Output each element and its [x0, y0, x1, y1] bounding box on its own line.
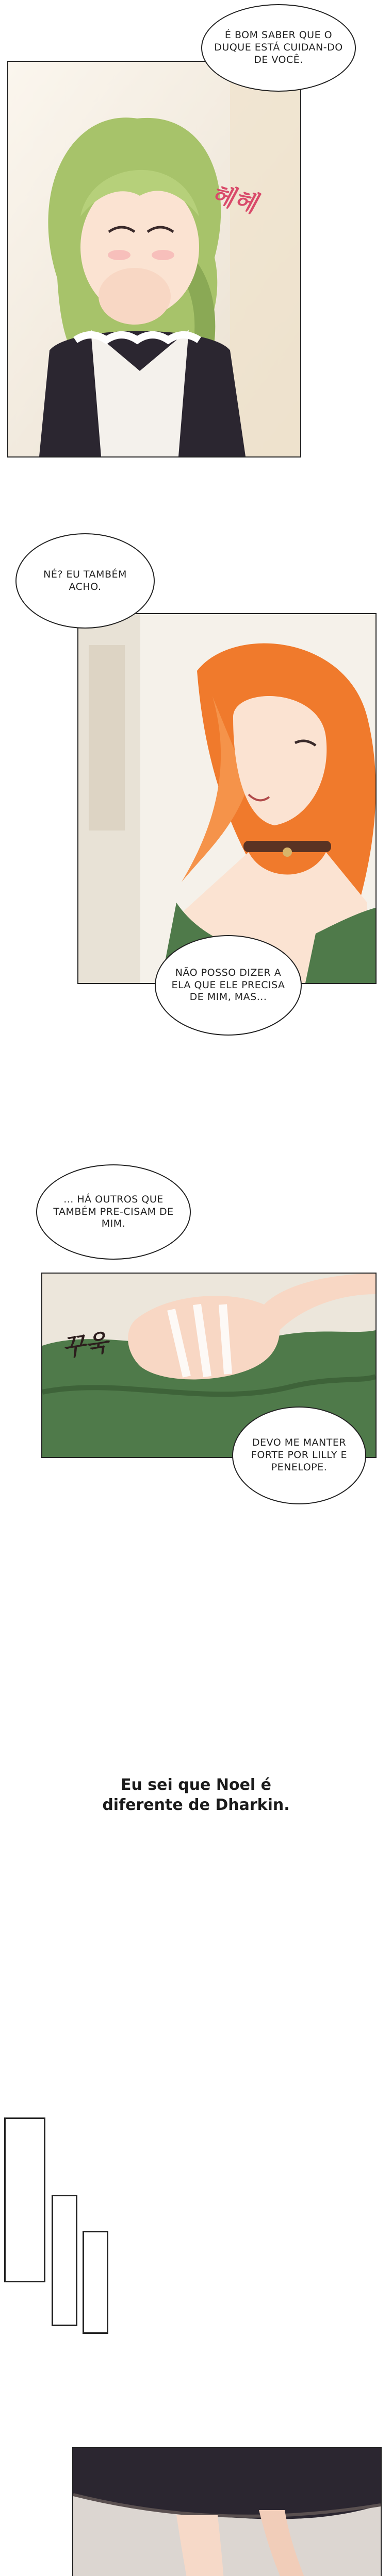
- narration-caption: [67, 1775, 325, 1815]
- sfx-squeeze: 꾸욱: [60, 1328, 110, 1362]
- speech-bubble-1: [201, 4, 356, 92]
- empty-frame-2: [52, 2195, 77, 2326]
- empty-frame-3: [83, 2231, 108, 2334]
- speech-bubble-4-text: ... HÁ OUTROS QUE TAMBÉM PRE-CISAM DE MIM.: [53, 1193, 174, 1230]
- speech-bubble-2-text: NÉ? EU TAMBÉM ACHO.: [43, 568, 127, 592]
- sfx-giggle: 헤헤: [208, 179, 260, 218]
- maid-laughing-illustration: [8, 62, 300, 456]
- speech-bubble-5: [232, 1406, 366, 1504]
- narration-line-1: Eu sei que Noel é: [121, 1776, 271, 1794]
- narration-line-2: diferente de Dharkin.: [102, 1796, 290, 1814]
- walking-feet-illustration: [73, 2448, 381, 2576]
- speech-bubble-5-text: DEVO ME MANTER FORTE POR LILLY E PENELOPE.: [251, 1437, 347, 1473]
- speech-bubble-3-text: NÃO POSSO DIZER A ELA QUE ELE PRECISA DE MIM, MAS...: [171, 967, 285, 1003]
- panel-orange-haired-woman: [77, 613, 377, 984]
- speech-bubble-2: [15, 533, 155, 629]
- panel-maid-laughing: [7, 61, 301, 457]
- panel-walking-feet: [72, 2447, 382, 2576]
- orange-haired-woman-illustration: [78, 614, 375, 983]
- empty-frame-1: [4, 2117, 45, 2282]
- speech-bubble-4: [36, 1164, 191, 1260]
- speech-bubble-1-text: É BOM SABER QUE O DUQUE ESTÁ CUIDAN-DO DE VOCÊ.: [214, 29, 343, 65]
- speech-bubble-3: [155, 935, 302, 1036]
